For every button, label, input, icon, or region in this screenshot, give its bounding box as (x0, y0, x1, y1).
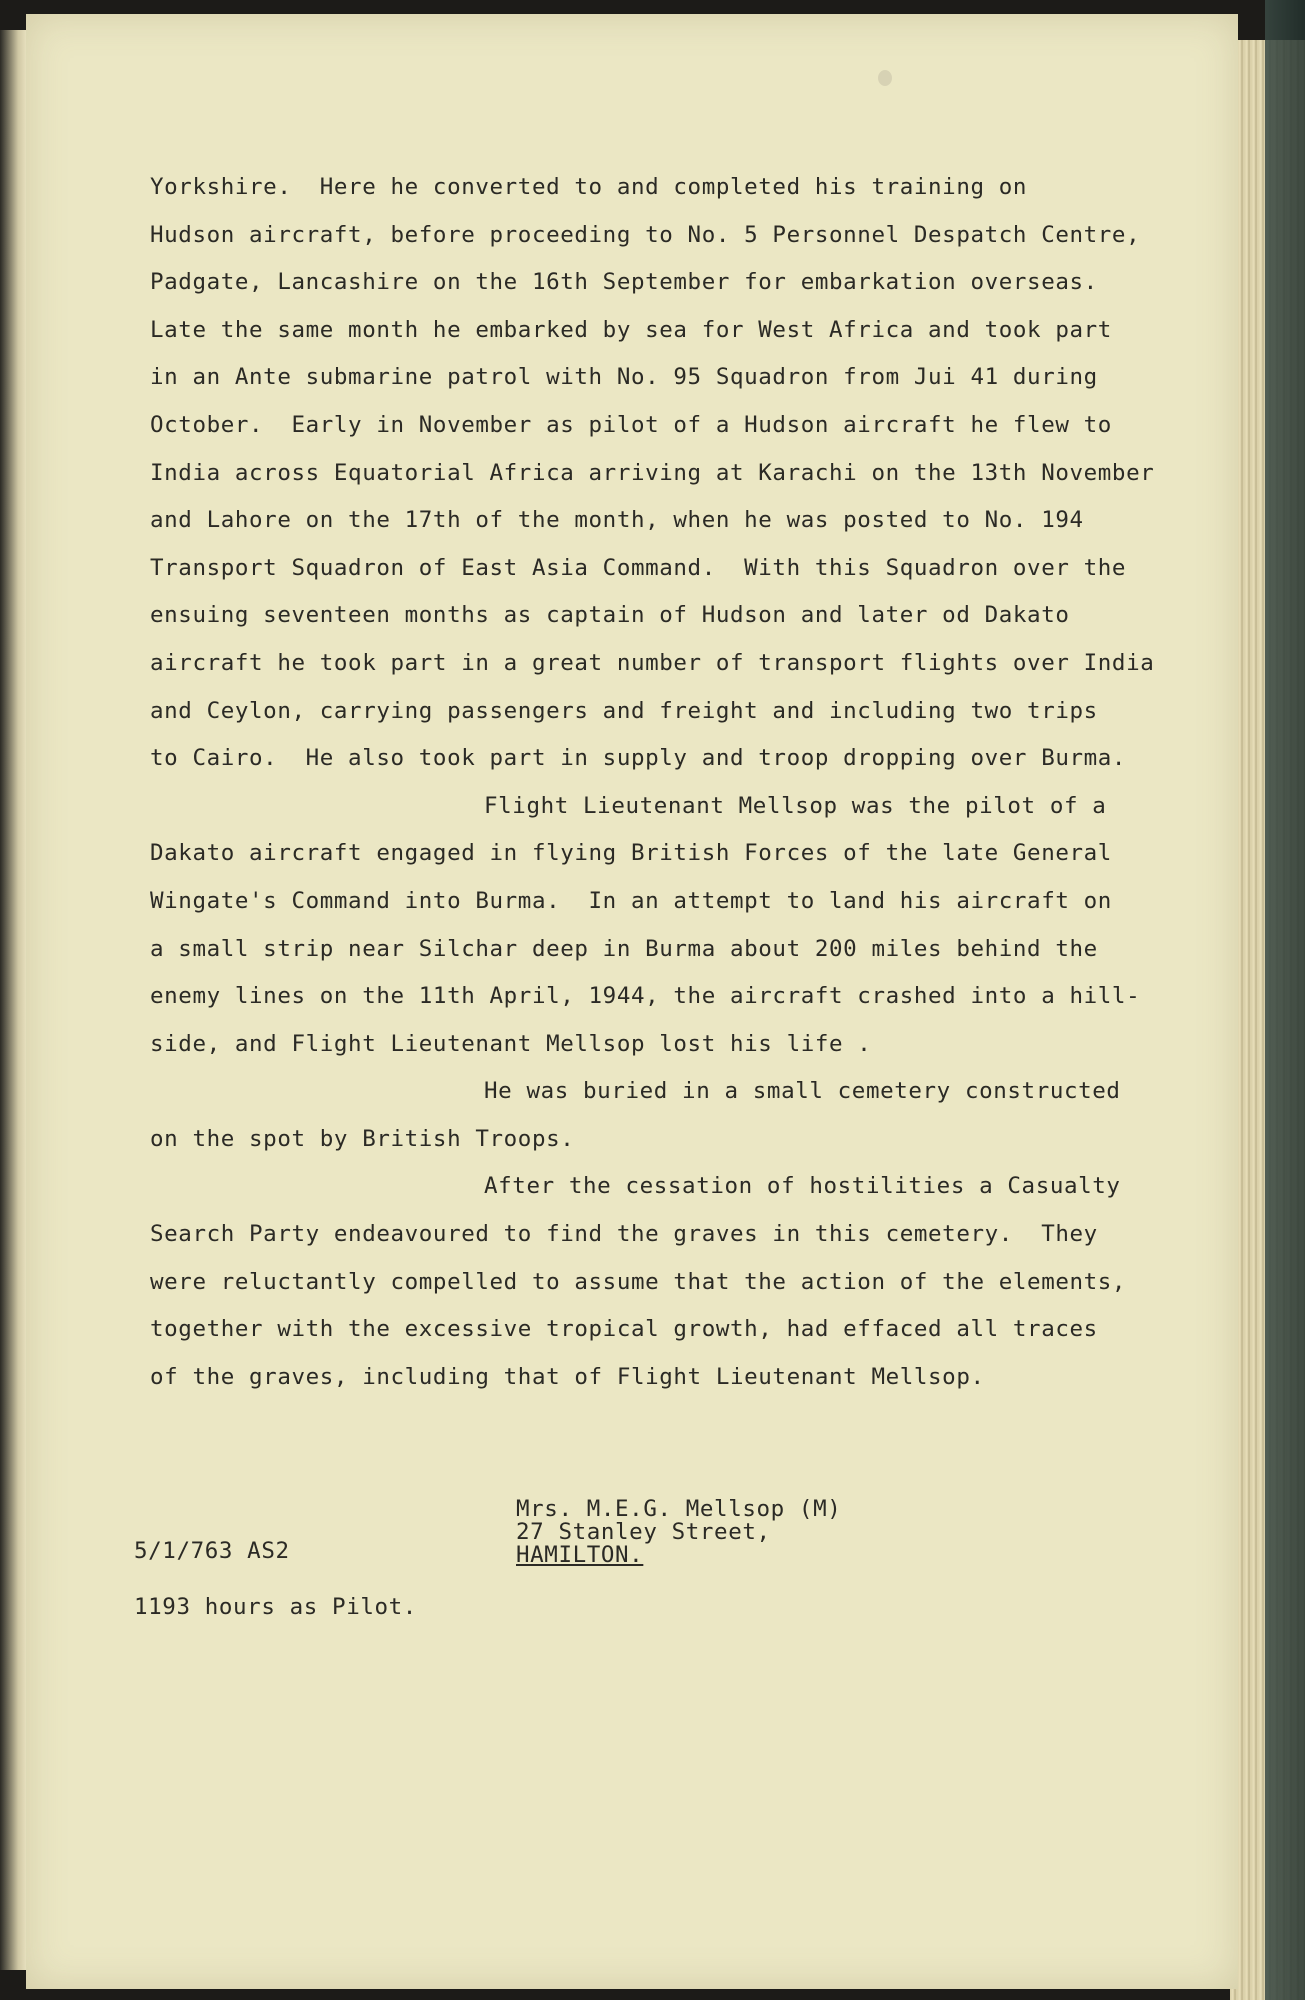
text-line: side, and Flight Lieutenant Mellsop lost his life . (150, 1030, 872, 1057)
text-line: were reluctantly compelled to assume that the action of the elements, (150, 1268, 1127, 1295)
text-line: ensuing seventeen months as captain of Hudson and later od Dakato (150, 602, 1070, 629)
text-line: Wingate's Command into Burma. In an attempt to land his aircraft on (150, 887, 1112, 914)
text-line: in an Ante submarine patrol with No. 95 Squadron from Jui 41 during (150, 364, 1098, 391)
text-line: on the spot by British Troops. (150, 1125, 575, 1152)
text-line: He was buried in a small cemetery constructed (484, 1078, 1121, 1105)
typed-page (26, 14, 1238, 1989)
flying-hours: 1193 hours as Pilot. (134, 1594, 417, 1620)
text-line: Late the same month he embarked by sea for West Africa and took part (150, 316, 1112, 343)
next-of-kin-street: 27 Stanley Street, (516, 1519, 771, 1545)
text-line: and Lahore on the 17th of the month, when he was posted to No. 194 (150, 507, 1084, 534)
file-reference: 5/1/763 AS2 (134, 1538, 290, 1564)
next-of-kin-city: HAMILTON. (516, 1542, 644, 1568)
text-line: of the graves, including that of Flight Lieutenant Mellsop. (150, 1363, 985, 1390)
text-line: and Ceylon, carrying passengers and freight and including two trips (150, 697, 1098, 724)
text-line: Padgate, Lancashire on the 16th September for embarkation overseas. (150, 269, 1098, 296)
next-of-kin-address (516, 1498, 841, 1567)
text-line: Search Party endeavoured to find the graves in this cemetery. They (150, 1221, 1098, 1248)
text-line: Dakato aircraft engaged in flying British Forces of the late General (150, 840, 1112, 867)
text-line: a small strip near Silchar deep in Burma about 200 miles behind the (150, 935, 1098, 962)
text-line: Flight Lieutenant Mellsop was the pilot of a (484, 792, 1107, 819)
text-line: enemy lines on the 11th April, 1944, the aircraft crashed into a hill- (150, 983, 1141, 1010)
previous-page-edge (0, 30, 26, 1970)
text-line: October. Early in November as pilot of a Hudson aircraft he flew to (150, 411, 1112, 438)
text-line: to Cairo. He also took part in supply and troop dropping over Burma. (150, 745, 1127, 772)
text-line: together with the excessive tropical growth, had effaced all traces (150, 1316, 1098, 1343)
book-binding (1265, 0, 1305, 2000)
typed-body-text (150, 164, 1210, 1401)
text-line: After the cessation of hostilities a Casualty (484, 1173, 1121, 1200)
paper-blemish (878, 70, 892, 86)
text-line: Yorkshire. Here he converted to and completed his training on (150, 174, 1028, 200)
text-line: aircraft he took part in a great number of transport flights over India (150, 649, 1155, 676)
text-line: Transport Squadron of East Asia Command. With this Squadron over the (150, 554, 1127, 581)
text-line: Hudson aircraft, before proceeding to No. 5 Personnel Despatch Centre, (150, 221, 1141, 248)
next-of-kin-name: Mrs. M.E.G. Mellsop (M) (516, 1496, 842, 1522)
text-line: India across Equatorial Africa arriving at Karachi on the 13th November (150, 459, 1155, 486)
